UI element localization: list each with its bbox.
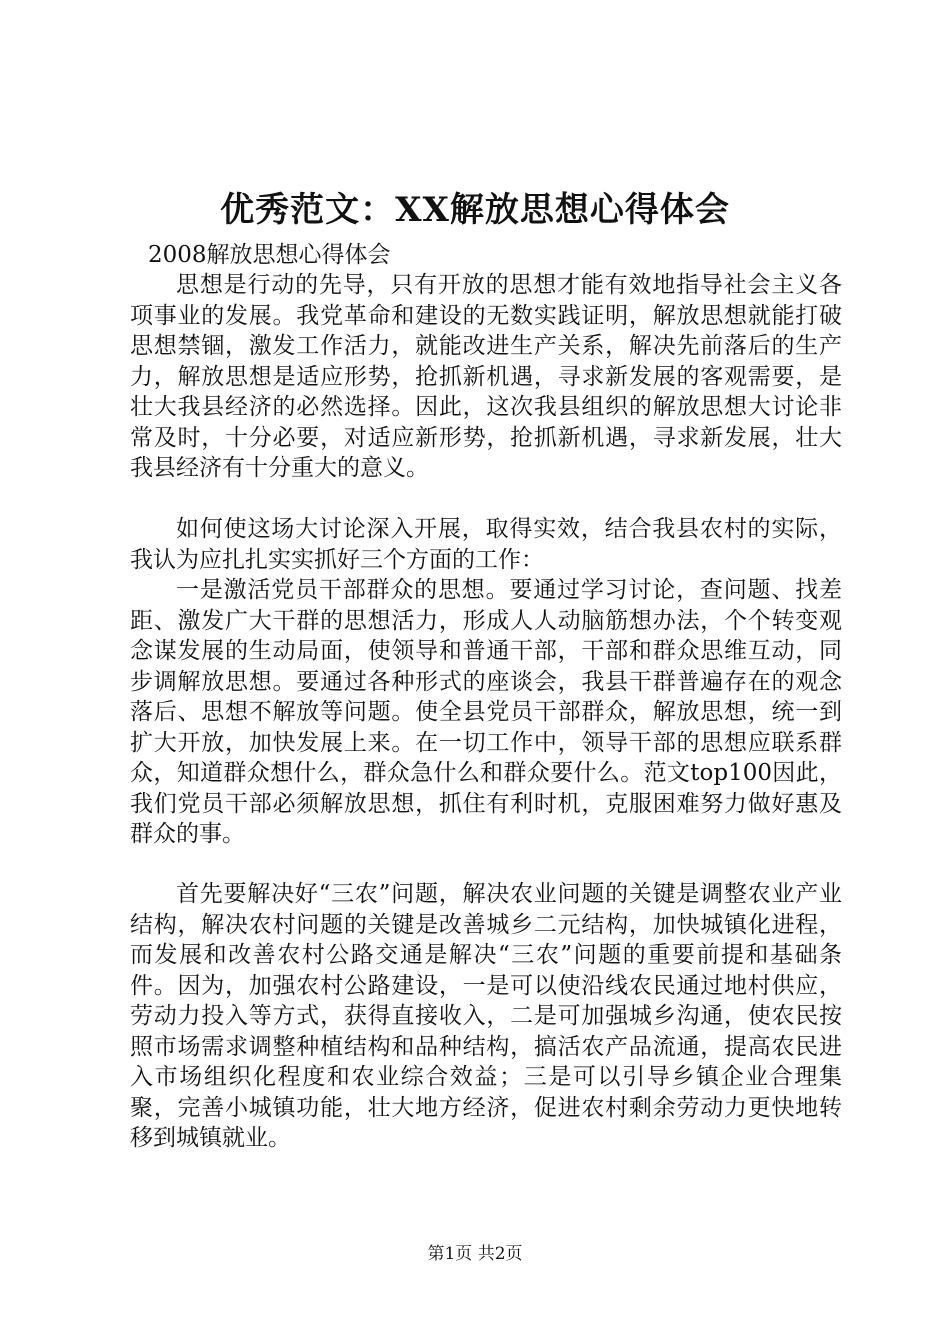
body-paragraph: 如何使这场大讨论深入开展，取得实效，结合我县农村的实际，我认为应扎扎实实抓好三个方面的工作： — [130, 516, 842, 573]
body-paragraph: 思想是行动的先导，只有开放的思想才能有效地指导社会主义各项事业的发展。我党革命和建设的无数实践证明，解放思想就能打破思想禁锢，激发工作活力，就能改进生产关系，解决先前落后的生产力，解放思想是适应形势，抢抓新机遇，寻求新发展的客观需要，是壮大我县经济的必然选择。因此，这次我县组织的解放思想大讨论非常及时，十分必要，对适应新形势，抢抓新机遇，寻求新发展，壮大我县经济有十分重大的意义。 — [130, 272, 842, 481]
body-paragraph: 首先要解决好“三农”问题，解决农业问题的关键是调整农业产业结构，解决农村问题的关键是改善城乡二元结构，加快城镇化进程，而发展和改善农村公路交通是解决“三农”问题的重要前提和基础条件。因为，加强农村公路建设，一是可以使沿线农民通过地村供应，劳动力投入等方式，获得直接收入，二是可加强城乡沟通，使农民按照市场需求调整种植结构和品种结构，搞活农产品流通，提高农民进入市场组织化程度和农业综合效益；三是可以引导乡镇企业合理集聚，完善小城镇功能，壮大地方经济，促进农村剩余劳动力更快地转移到城镇就业。 — [130, 881, 842, 1151]
document-subtitle: 2008解放思想心得体会 — [148, 242, 391, 268]
page-number-footer: 第1页 共2页 — [427, 1244, 523, 1264]
document-title: 优秀范文：XX解放思想心得体会 — [220, 190, 730, 230]
body-paragraph: 一是激活党员干部群众的思想。要通过学习讨论，查问题、找差距、激发广大干群的思想活力，形成人人动脑筋想办法，个个转变观念谋发展的生动局面，使领导和普通干部，干部和群众思维互动，同步调解放思想。要通过各种形式的座谈会，我县干群普遍存在的观念落后、思想不解放等问题。使全县党员干部群众，解放思想，统一到扩大开放，加快发展上来。在一切工作中，领导干部的思想应联系群众，知道群众想什么，群众急什么和群众要什么。范文top100因此，我们党员干部必须解放思想，抓住有利时机，克服困难努力做好惠及群众的事。 — [130, 577, 842, 847]
